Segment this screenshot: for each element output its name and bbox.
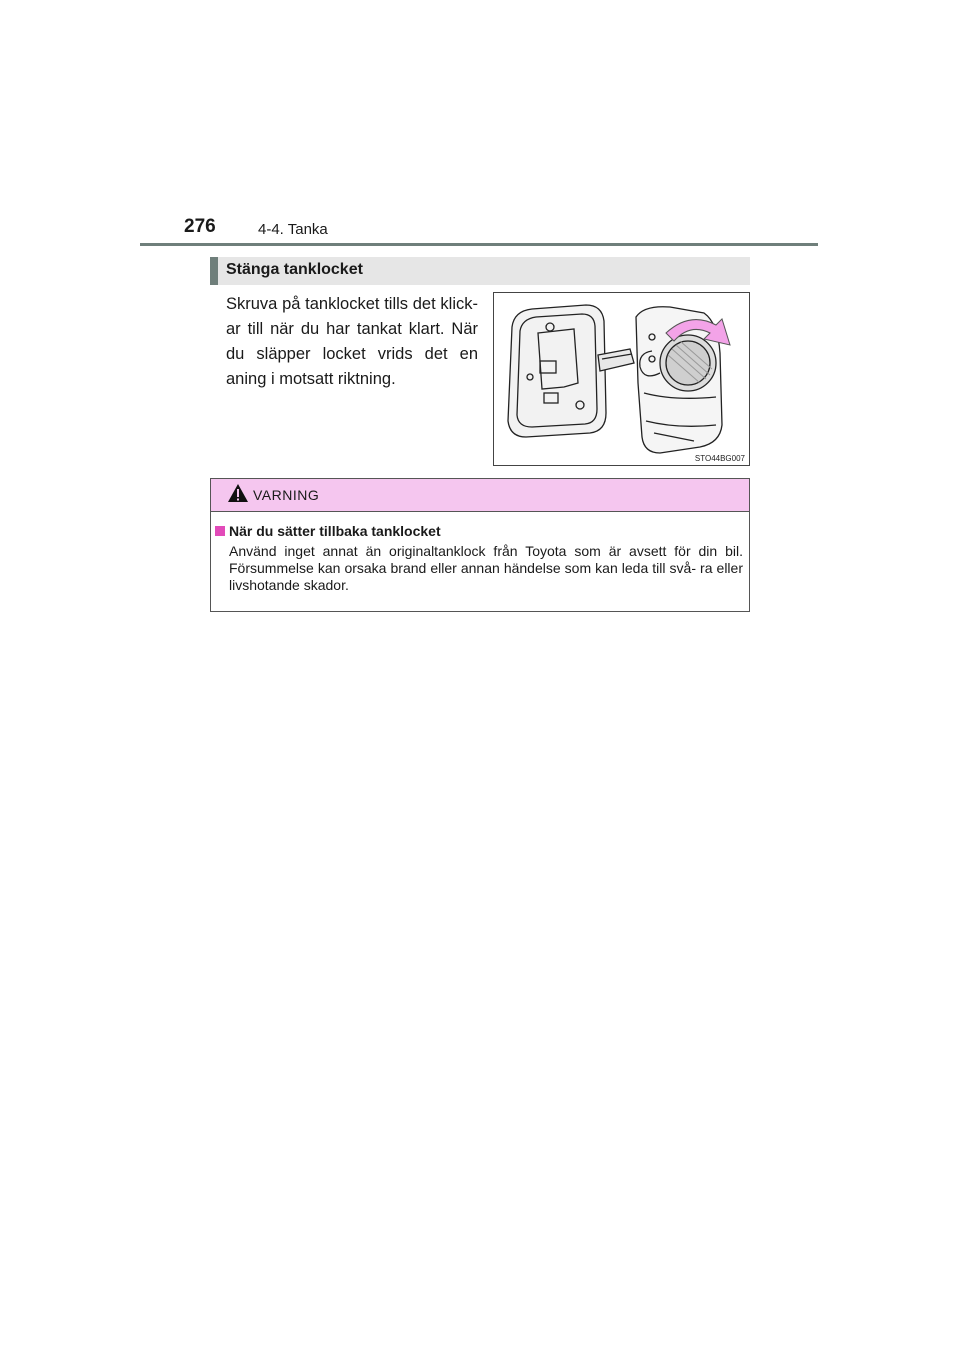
warning-header — [211, 479, 749, 512]
fuel-door-drawing — [494, 293, 751, 467]
warning-box — [210, 478, 750, 612]
fuel-cap-illustration — [493, 292, 750, 466]
subheading-title: Stänga tanklocket — [226, 261, 363, 278]
subheading-box — [210, 257, 750, 285]
warning-triangle-icon — [227, 483, 249, 503]
figure-code: STO44BG007 — [694, 454, 745, 463]
warning-label: VARNING — [253, 487, 320, 503]
page-number: 276 — [184, 216, 216, 237]
warning-item-text: Använd inget annat än originaltanklock från Toyota som är avsett för din bil. Försummelse kan orsaka brand eller annan händelse som kan leda till svå- ra eller livshotande skador. — [229, 543, 743, 593]
subheading-bar — [210, 257, 218, 285]
bullet-square-icon — [215, 526, 225, 536]
body-paragraph: Skruva på tanklocket tills det klick- ar till när du har tankat klart. När du släpper locket vrids det en aning i motsatt riktning. — [226, 295, 478, 388]
section-header: 4-4. Tanka — [258, 221, 328, 238]
warning-item-title-text: När du sätter tillbaka tanklocket — [229, 523, 441, 539]
warning-item-title — [215, 523, 441, 539]
header-rule — [140, 243, 818, 246]
